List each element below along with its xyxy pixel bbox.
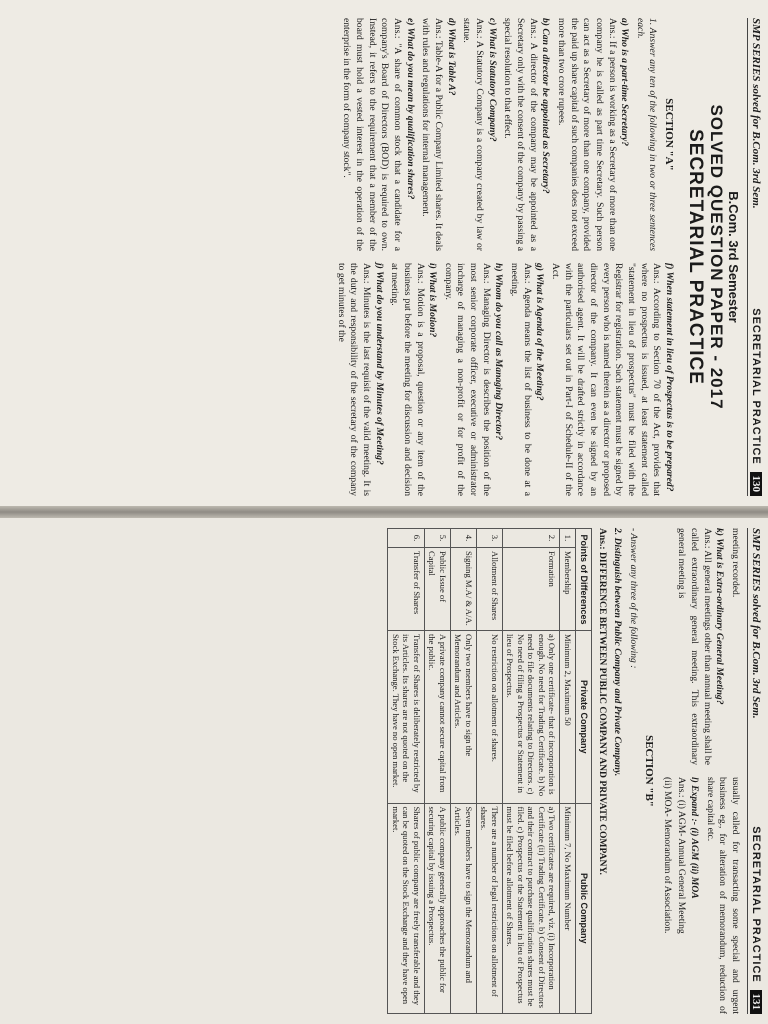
table-row [450, 529, 476, 1014]
left-column-1 [332, 18, 678, 251]
answer: Ans.: Managing Director is describes the position of the most senior corporate officer, executive or administrator incharge of managing a non-profit or for profit of the company. [442, 263, 492, 496]
instruction: 1. Answer any ten of the following in two or three sentences each. [634, 18, 659, 251]
private-cell: No restriction on allotment of shares. [476, 631, 502, 804]
paper-title: SOLVED QUESTION PAPER - 2017 [707, 104, 726, 410]
row-point: Formation [502, 548, 559, 631]
question: 2. Distinguish between Public Company and Private Company. [611, 528, 623, 777]
continued-text: meeting recorded. [730, 528, 741, 598]
table-row [502, 529, 559, 1014]
table-row [560, 529, 575, 1014]
column-header: Points of Differences [575, 529, 591, 631]
answer: Ans.: Table-A for a Public Company Limited shares. It deals with rules and regulations for internal management. [420, 18, 444, 251]
question: d) What is Table A? [445, 18, 457, 96]
answer: Ans.: Minutes is the last requisit of the valid meeting. It is the duty and responsibility of the secretary of the company to get minutes of the [335, 263, 372, 496]
instruction: - Answer any three of the following : [627, 528, 639, 669]
row-number: 5. [424, 529, 450, 548]
row-number: 3. [476, 529, 502, 548]
table-row [388, 529, 424, 1014]
private-cell: Transfer of Shares is deliberately restricted by its Articles. Its shares are not quoted on the Stock Exchange. They have no open market. [388, 631, 424, 804]
public-cell: A public company generally approaches the public for securing capital by issuing a Prospectus. [424, 803, 450, 1013]
answer: Ans.: All general meetings other than annual meeting shall be called extraordinary general meeting. This extraordinary general meeting is [676, 528, 713, 765]
book-gutter [0, 506, 768, 518]
comparison-table [387, 528, 591, 1014]
row-point: Signing M.A/ & A/A. [450, 548, 476, 631]
table-row [424, 529, 450, 1014]
subject-label: SECRETARIAL PRACTICE [750, 308, 762, 465]
question: h) Whom do you call as Managing Director? [493, 263, 505, 441]
row-point: Allotment of Shares [476, 548, 502, 631]
row-number: 2. [502, 529, 559, 548]
subject-label: SECRETARIAL PRACTICE [750, 826, 762, 983]
private-cell: A private company cannot secure capital from the public. [424, 631, 450, 804]
section-heading: SECTION "A" [663, 98, 675, 171]
row-point: Public Issue of Capital [424, 548, 450, 631]
private-cell: Only two members have to sign the Memorandum and Articles. [450, 631, 476, 804]
answer: Ans.: A director of the company may be appointed as a Secretary only with the consent of the company by passing a special resolution to that effect. [502, 18, 539, 251]
answer: (ii) MOA- Memorandum of Association. [661, 777, 673, 934]
question: i) What is Motion? [427, 263, 439, 338]
public-cell: There are a number of legal restrictions on allotment of shares. [476, 803, 502, 1013]
question: a) Who is a part-time Secretary? [619, 18, 631, 147]
question: c) What is Statutory Company? [486, 18, 498, 142]
section-heading: SECTION "B" [643, 735, 656, 807]
running-head [747, 528, 762, 1014]
subject-title: SECRETARIAL PRACTICE [685, 129, 706, 385]
answer: Ans.: (i) AGM- Annual General Meeting [676, 777, 688, 934]
row-point: Transfer of Shares [388, 548, 424, 631]
table-row [476, 529, 502, 1014]
answer: Ans.: Agenda means the list of business to be done at a meeting. [509, 263, 533, 496]
public-cell: Minimum 7, No Maximum Number [560, 803, 575, 1013]
right-page [0, 518, 768, 1024]
left-column-2 [332, 263, 678, 496]
right-top-column-2 [658, 777, 741, 1014]
answer-title: Ans.: DIFFERENCE BETWEEN PUBLIC COMPANY AND PRIVATE COMPANY. [597, 528, 609, 875]
question: g) What is Agenda of the Meeting? [534, 263, 546, 401]
running-head [747, 18, 762, 496]
course-title: B.Com. 3rd Semester [726, 191, 741, 323]
public-cell: Seven members have to sign the Memorandum and Articles. [450, 803, 476, 1013]
answer: Ans.: A Statutory Company is a company created by law or statue. [461, 18, 485, 251]
row-number: 4. [450, 529, 476, 548]
public-cell: Shares of public company are freely transferable and they can be quoted on the Stock Exchange and they have open market. [388, 803, 424, 1013]
title-block [684, 18, 741, 496]
column-header: Public Company [575, 803, 591, 1013]
question: e) What do you mean by qualification shares? [404, 18, 416, 200]
right-top-column-1 [658, 528, 741, 765]
answer: Ans.: "A share of common stock that a candidate for a company's Board of Directors (BOD) is required to own. Instead, it refers to the requirement that a member of the board must hold a vested interest in the operation of the enterprise in the form of company stock". [341, 18, 404, 251]
continued-text: usually called for transacting some special and urgent business eg., for alteration of memorandum, reduction of share capital etc. [704, 777, 741, 1014]
series-label: SMP SERIES solved for B.Com. 3rd Sem. [750, 18, 762, 209]
question: l) Expand :- (i) AGM (ii) MOA [689, 777, 701, 899]
question: b) Can a director be appointed as Secretary? [540, 18, 552, 194]
question: k) What is Extra-ordinary General Meeting? [714, 528, 726, 705]
question: f) When statement in lieu of Prospectus is to be prepared? [664, 263, 675, 492]
page-number: 131 [750, 990, 762, 1015]
private-cell: a) Only one certificate- that of incorporation is enough. No need for Trading Certificate. b) No need to file documents relating to Directors. c) No need of filing a Prospectus or Statement in lieu of Prospectus. [502, 631, 559, 804]
page-number: 130 [750, 472, 762, 497]
table-header-row [575, 529, 591, 1014]
column-header: Private Company [575, 631, 591, 804]
row-number: 6. [388, 529, 424, 548]
answer: Ans.: If a person is working as a Secretary of more than one company he is called as part time Secretary. Such person can act as a Secretary of more than one company, provided the paid up share capital of such companies does not exceed more than two crore rupees. [555, 18, 618, 251]
series-label: SMP SERIES solved for B.Com. 3rd Sem. [750, 528, 762, 719]
row-point: Membership [560, 548, 575, 631]
answer: Ans.: Motion is a proposal, question or any item of the business put before the meeting for discussion and decision at meeting. [389, 263, 426, 496]
row-number: 1. [560, 529, 575, 548]
public-cell: a) Two certificates are required, viz. (i) Incorporation Certificate (ii) Trading Certificate. b) Consent of Directors and their contract to purchase qualification shares must be filed. c) Prospectus or the Statement in lieu of Prospectus must be filed before allotment of Shares. [502, 803, 559, 1013]
left-page [0, 0, 768, 506]
question: j) What do you understand by Minutes of Meeting? [373, 263, 385, 465]
private-cell: Minimum 2, Maximum 50 [560, 631, 575, 804]
answer: Ans.: According to Section 70 of the Act, provides that where no prospectus is issued, at least statement called "statement in lieu of prospectus" must be filed with the Registrar for registration. Such statement must be signed by every person who is named therein as a director or proposed director of the company. It can even be signed by an authorised agent. It will be drafted strictly in accordance with the particulars set out in Part-I of Schedule-II of the Act. [550, 263, 663, 496]
